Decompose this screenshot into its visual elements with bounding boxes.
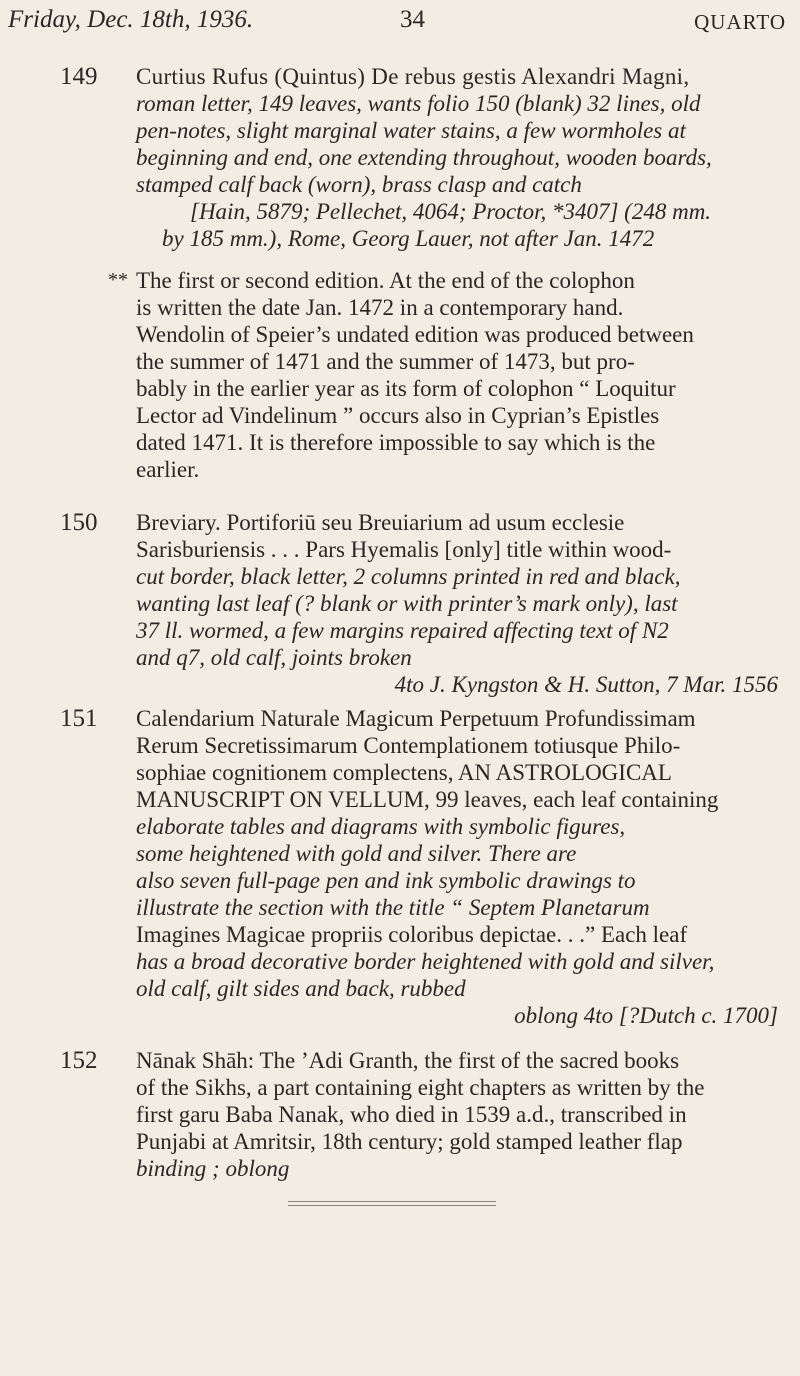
lot-line: 37 ll. wormed, a few margins repaired affecting text of N2: [136, 618, 669, 643]
lot-line: [Hain, 5879; Pellechet, 4064; Proctor, *3407] (248 mm.: [190, 199, 712, 224]
note-line: The first or second edition. At the end of the colophon: [136, 268, 635, 293]
divider-rule: [288, 1201, 496, 1202]
note-line: earlier.: [136, 457, 200, 482]
lot-imprint: oblong 4to [?Dutch c. 1700]: [514, 1003, 778, 1028]
note-line: the summer of 1471 and the summer of 1473, but pro-: [136, 349, 635, 374]
note-line: dated 1471. It is therefore impossible to say which is the: [136, 430, 656, 455]
lot-line: some heightened with gold and silver. There are: [136, 841, 577, 866]
divider-rule: [288, 1205, 496, 1206]
lot-description: [136, 1047, 778, 1182]
lot-line: binding ; oblong: [136, 1156, 290, 1181]
lot-number: 152: [60, 1047, 98, 1074]
lot-imprint: 4to J. Kyngston & H. Sutton, 7 Mar. 1556: [394, 672, 778, 697]
note-asterisks: **: [108, 269, 128, 291]
lot-line: old calf, gilt sides and back, rubbed: [136, 976, 466, 1001]
lot-line: first garu Baba Nanak, who died in 1539 a.d., transcribed in: [136, 1102, 687, 1127]
lot-line: by 185 mm.), Rome, Georg Lauer, not after Jan. 1472: [162, 226, 655, 251]
lot-line: Rerum Secretissimarum Contemplationem totiusque Philo-: [136, 733, 681, 758]
lot-line: stamped calf back (worn), brass clasp and catch: [136, 172, 582, 197]
lot-line: has a broad decorative border heightened with gold and silver,: [136, 949, 715, 974]
format-label: QUARTO: [694, 10, 786, 34]
lot-description: [136, 705, 778, 1029]
lot-line: Imagines Magicae propriis coloribus depictae. . .” Each leaf: [136, 922, 688, 947]
lot-line: beginning and end, one extending throughout, wooden boards,: [136, 145, 712, 170]
lot-description: [136, 63, 778, 252]
note-line: Lector ad Vindelinum ” occurs also in Cyprian’s Epistles: [136, 403, 660, 428]
lot-line: roman letter, 149 leaves, wants folio 150 (blank) 32 lines, old: [136, 91, 701, 116]
lot-line: Curtius Rufus (Quintus) De rebus gestis Alexandri Magni,: [136, 64, 690, 89]
lot-line: Calendarium Naturale Magicum Perpetuum Profundissimam: [136, 706, 696, 731]
lot-line: also seven full-page pen and ink symbolic drawings to: [136, 868, 636, 893]
lot-line: sophiae cognitionem complectens, AN ASTROLOGICAL: [136, 760, 672, 785]
lot-line: MANUSCRIPT ON VELLUM, 99 leaves, each leaf containing: [136, 787, 719, 812]
lot-number: 149: [60, 63, 98, 90]
lot-149-note: [108, 267, 778, 483]
lot-line: Sarisburiensis . . . Pars Hyemalis [only] title within wood-: [136, 537, 672, 562]
lot-line: pen-notes, slight marginal water stains, a few wormholes at: [136, 118, 686, 143]
lot-line: Breviary. Portiforiū seu Breuiarium ad usum ecclesie: [136, 510, 625, 535]
sale-date: Friday, Dec. 18th, 1936.: [8, 6, 254, 33]
note-line: Wendolin of Speier’s undated edition was produced between: [136, 322, 694, 347]
lot-number: 150: [60, 509, 98, 536]
lot-line: cut border, black letter, 2 columns printed in red and black,: [136, 564, 681, 589]
lot-description: [136, 509, 778, 698]
lot-line: and q7, old calf, joints broken: [136, 645, 412, 670]
page-number: 34: [400, 6, 425, 33]
lot-line: elaborate tables and diagrams with symbolic figures,: [136, 814, 626, 839]
note-line: bably in the earlier year as its form of colophon “ Loquitur: [136, 376, 676, 401]
lot-number: 151: [60, 705, 98, 732]
lot-line: Punjabi at Amritsir, 18th century; gold stamped leather flap: [136, 1129, 683, 1154]
note-line: is written the date Jan. 1472 in a contemporary hand.: [136, 295, 624, 320]
lot-line: wanting last leaf (? blank or with printer’s mark only), last: [136, 591, 678, 616]
lot-line: illustrate the section with the title “ Septem Planetarum: [136, 895, 650, 920]
lot-line: of the Sikhs, a part containing eight chapters as written by the: [136, 1075, 705, 1100]
lot-line: Nānak Shāh: The ’Adi Granth, the first of the sacred books: [136, 1048, 680, 1073]
page-header: [8, 6, 786, 46]
